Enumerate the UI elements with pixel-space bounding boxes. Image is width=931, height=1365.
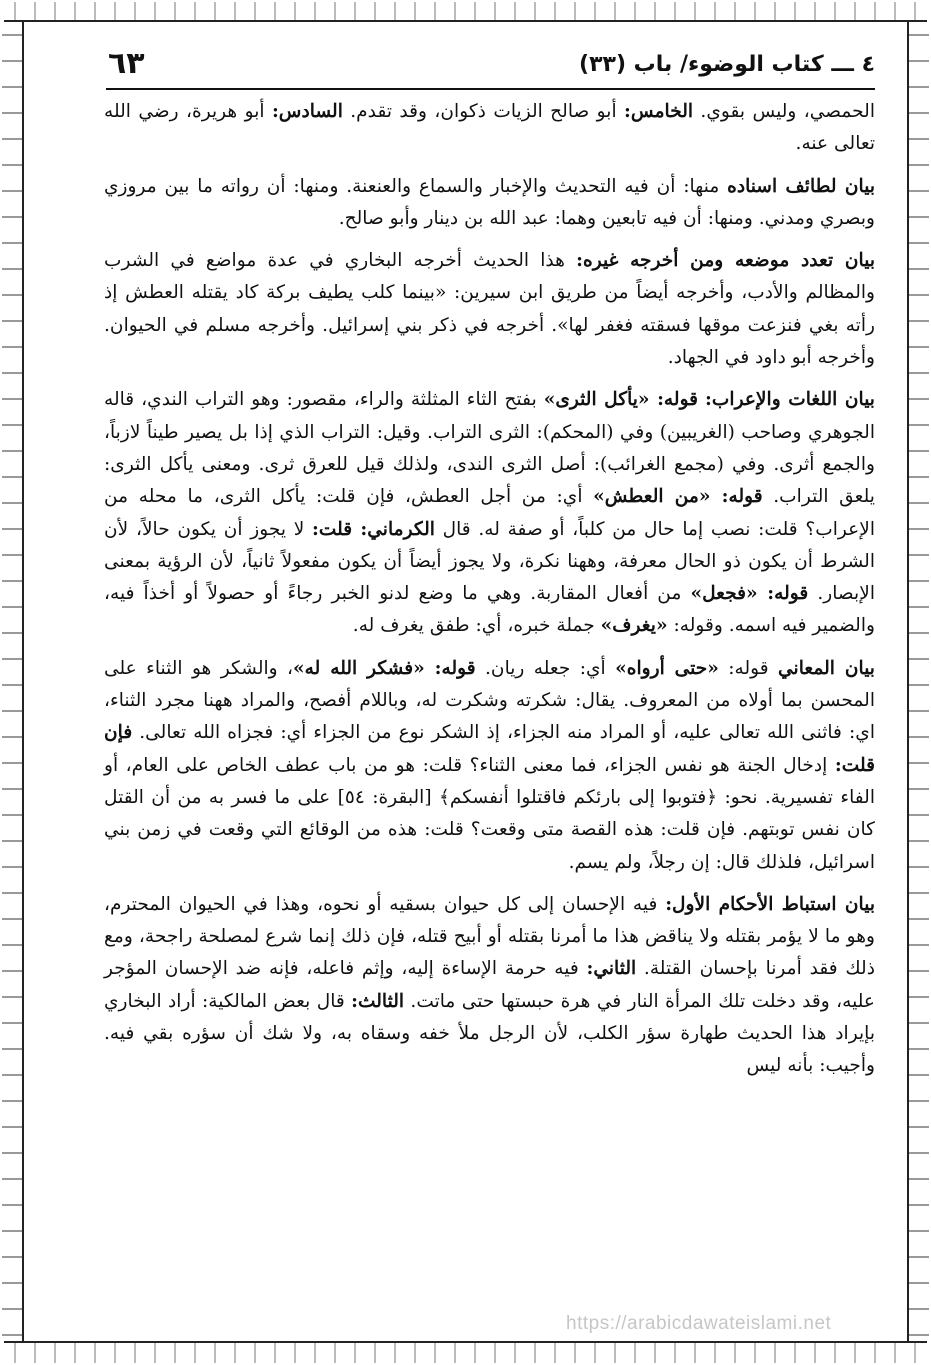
decorative-border-left bbox=[2, 22, 24, 1341]
bold-heading-text: قوله: «فجعل» bbox=[690, 583, 809, 605]
page-body bbox=[104, 96, 875, 1083]
paragraph bbox=[104, 653, 875, 879]
chapter-title: ٤ ـــ كتاب الوضوء/ باب (٣٣) bbox=[579, 52, 875, 77]
watermark-url: https://arabicdawateislami.net bbox=[566, 1313, 832, 1334]
decorative-border-top bbox=[4, 2, 927, 22]
bold-heading-text: السادس: bbox=[271, 101, 343, 122]
bold-heading-text: بيان تعدد موضعه ومن أخرجه غيره: bbox=[576, 250, 876, 272]
bold-heading-text: بيان اللغات والإعراب: bbox=[705, 389, 875, 411]
body-text: فيه الإحسان إلى كل حيوان بسقيه أو نحوه، وهذا في الحيوان المحترم، وهو ما لا يؤمر بقتله ولا يناقض هذا ما أمرنا بقتله أو أبيح قتله، فإن ذلك إنما شرع لمصلحة راجحة، ومع ذلك فقد أمرنا بإحسان القتلة. bbox=[104, 893, 875, 980]
paragraph bbox=[104, 245, 875, 374]
body-text: أبو صالح الزيات ذكوان، وقد تقدم. bbox=[342, 101, 624, 122]
decorative-border-right bbox=[907, 22, 929, 1341]
bold-heading-text: الثالث: bbox=[351, 990, 405, 1012]
decorative-border-bottom bbox=[4, 1341, 927, 1363]
bold-heading-text: الخامس: bbox=[624, 101, 694, 122]
body-text: الحمصي، وليس بقوي. bbox=[693, 101, 875, 122]
paragraph bbox=[104, 889, 875, 1083]
page-number: ٦٣ bbox=[108, 46, 145, 81]
bold-heading-text: «يغرف» bbox=[600, 615, 668, 637]
body-text: أي: جعله ريان. bbox=[475, 657, 616, 679]
bold-heading-text: قوله: «يأكل الثرى» bbox=[543, 389, 699, 411]
bold-heading-text: بيان لطائف اسناده bbox=[727, 175, 875, 197]
paragraph bbox=[104, 171, 875, 236]
bold-heading-text: «حتى أرواه» bbox=[615, 657, 719, 679]
body-text: فيه حرمة الإساءة إليه، وإثم فاعله، فإنه ضد الإحسان المؤجر عليه، وقد دخلت تلك المرأة النار في هرة حبستها حتى ماتت. bbox=[104, 958, 875, 1012]
bold-heading-text: بيان المعاني bbox=[778, 657, 875, 679]
body-text: قوله: bbox=[718, 657, 779, 679]
body-text: هذا الحديث أخرجه البخاري في عدة مواضع في الشرب والمظالم والأدب، وأخرجه أيضاً من طريق ابن سيرين: «بينما كلب يطيف بركة كاد يقتله العطش إذ رأته بغي فنزعت موقها فسقته فغفر لها». أخرجه في ذكر بني إسرائيل. وأخرجه مسلم في الحيوان. وأخرجه أبو داود في الجهاد. bbox=[104, 250, 875, 369]
paragraph bbox=[104, 96, 875, 161]
body-text bbox=[698, 389, 705, 410]
body-text: أبو هريرة، رضي الله تعالى عنه. bbox=[104, 101, 875, 155]
body-text: قال بعض المالكية: أراد البخاري بإيراد هذا الحديث طهارة سؤر الكلب، لأن الرجل ملأ خفه وسقاه به، ولا شك أن سؤره بقي فيه. وأجيب: بأنه ليس bbox=[104, 990, 875, 1077]
bold-heading-text: الثاني: bbox=[586, 958, 637, 980]
bold-heading-text: قوله: «من العطش» bbox=[593, 486, 763, 508]
bold-heading-text: قوله: «فشكر الله له» bbox=[293, 657, 476, 679]
body-text: منها: أن فيه التحديث والإخبار والسماع والعنعنة. ومنها: أن رواته ما بين مروزي وبصري ومدني. ومنها: أن فيه تابعين وهما: عبد الله بن دينار وأبو صالح. bbox=[104, 175, 875, 229]
bold-heading-text: بيان استباط الأحكام الأول: bbox=[665, 893, 875, 915]
paragraph bbox=[104, 384, 875, 642]
body-text: أي: من أجل العطش، فإن قلت: يأكل الثرى، ما محله من الإعراب؟ قلت: نصب إما حال من كلباً، أو صفة له. قال bbox=[104, 486, 875, 540]
body-text: إدخال الجنة هو نفس الجزاء، فما معنى الثناء؟ قلت: هو من باب عطف الخاص على العام، أو الفاء تفسيرية. نحو: ﴿فتوبوا إلى بارئكم فاقتلوا أنفسكم﴾ [البقرة: ٥٤] على ما فسر به من أن القتل كان نفس توبتهم. فإن قلت: هذه القصة متى وقعت؟ قلت: هذه من الوقائع التي وقعت في زمن بني اسرائيل، فلذلك قال: إن رجلاً، ولم يسم. bbox=[104, 754, 875, 873]
page-header bbox=[106, 44, 875, 90]
bold-heading-text: الكرماني: قلت: bbox=[312, 518, 435, 540]
body-text: بفتح الثاء المثلثة والراء، مقصور: وهو التراب الندي، قاله الجوهري وصاحب (الغريبين) وفي (المحكم): الثرى التراب. وقيل: التراب الذي إذا بل يصير طيناً لازباً، والجمع أثرى. وفي (مجمع الغرائب): أصل الثرى الندى، ولذلك قيل للعرق ثرى. ومعنى يأكل الثرى: يلعق التراب. bbox=[104, 389, 875, 508]
body-text: جملة خبره، أي: طفق يغرف له. bbox=[352, 615, 601, 637]
bold-heading-text: فإن قلت: bbox=[104, 722, 875, 776]
body-text: من أفعال المقاربة. وهي ما وضع لدنو الخبر رجاءً أو حصولاً أو أخذاً فيه، والضمير فيه اسمه. وقوله: bbox=[104, 583, 875, 637]
body-text: لا يجوز أن يكون حالاً، لأن الشرط أن يكون ذو الحال معرفة، وههنا نكرة، ولا يجوز أيضاً أن يكون مفعولاً ثانياً، لأن الرؤية بمعنى الإبصار. bbox=[104, 518, 875, 605]
body-text: ، والشكر هو الثناء على المحسن بما أولاه من المعروف. يقال: شكرته وشكرت له، وباللام أفصح، والمراد ههنا مجرد الثناء، اي: فاثنى الله تعالى عليه، أو المراد منه الجزاء، إذ الشكر نوع من الجزاء أي: فجزاه الله تعالى. bbox=[104, 657, 875, 744]
